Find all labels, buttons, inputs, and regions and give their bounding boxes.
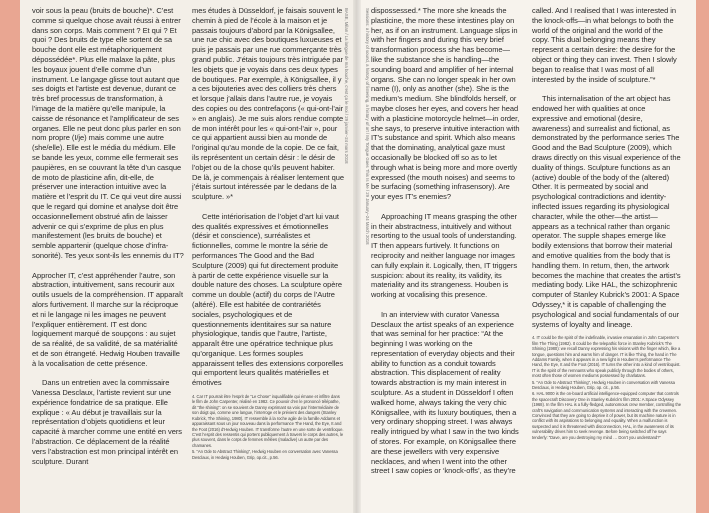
footnote: 4. Car IT pourrait être l’esprit de “Le Chose” inqualifiable qui émane et infiltre dans le film de John Carpenter, réalisé en 1982. Ce pouvoir d’en le prononcé télépathe, dit “the shining”: on se souvient de Danny exprimant sa voix par l’intermédiaire de son doigt qui, comme une langue, l’interroge et le prévient des dangers (Stanley Kubrick, The Shining, 1980). IT ressemble à la roche agile de la famille Addams et apparaissant sous un jour nouveau dans la performance The Hand, the Eye, It and the Foot (2016) d’Hedwig Houben. IT transforme l’autre en une sorte de ventriloque. C’est l’esprit des ressentis qui portent publiquement à travers le corps des autres, le plus souvent, dans le corps de femmes mêlées (maladive) un autre par des chamanes.	[192, 394, 344, 448]
body-paragraph: called. And I realised that I was interested in the knock-offs—in what belongs to both the world of the original and the world of the copy. This dual belonging means they represent a certain desire: the desire for the object or thing they can invest. Then I slowly began to realise that I was most of all interested by the inside of sculpture.”*	[532, 6, 677, 84]
paragraph-gap	[32, 261, 184, 271]
body-paragraph: dispossessed.* The more she kneads the plasticine, the more these intestines play on her, as if on an instrument. Language slips in with her fingers and during this very brief transformation process she has become—like the substance she is handling—the sounding board and amplifier of her internal organs. She can no longer speak in her own name (I), only as another (she). She is the medium’s medium. She blindfolds herself, or maybe closes her eyes, and covers her head with a plasticine motorcycle helmet—in order, she says, to preserve intuitive interaction with IT’s substance and spirit. Which also means that the dominating, analytical gaze must occasionally be blocked off so as to let through what is being more and more overtly expressed (the mouth noises) and seems to be surfacing (something infrasensory). Are your eyes IT’s enemies?	[371, 6, 520, 202]
right-page	[357, 0, 696, 513]
right-page-running-head: Sessions: a history of sound, a history of listening, a history of art / My Tongue Goes This Is Me / 29 January–24 March 2018	[365, 8, 370, 245]
left-column-1	[32, 6, 184, 506]
paragraph-gap	[192, 202, 344, 212]
paragraph-gap	[371, 300, 521, 310]
body-paragraph: Dans un entretien avec la commissaire Vanessa Desclaux, l’artiste revient sur une expérience fondatrice de sa pratique. Elle explique : « Au début je travaillais sur la représentation d’objets quotidiens et leur capacité à marcher comme une entité en vers l’abstraction. Ce déplacement de la réalité vers l’abstraction est mon principal intérêt en sculpture. Durant	[32, 378, 183, 466]
footnotes	[192, 394, 344, 460]
body-paragraph: Cette intériorisation de l’objet d’art lui vaut des qualités expressives et émotionnelles (désir et conscience), surréalistes et fictionnelles, comme le montre la série de performances The Good and the Bad Sculpture (2009) qui fut directement produite à partir de cette expérience visuelle sur la double nature des choses. La sculpture opère comme un double (actif) du corps de l’Autre (altéré). Elle est habitée de contrariétés sociales, psychologiques et de questionnements identitaires sur sa nature physiologique, tandis que l’autre, l’artiste, apparaît être une opératrice technique plus qu’organique. Les formes souples apparaissent telles des extensions corporelles qui emportent leurs qualités matérielles et émotives	[192, 211, 344, 388]
body-paragraph: In an interview with curator Vanessa Desclaux the artist speaks of an experience that was seminal for her practice: “At the beginning I was working on the representation of everyday objects and their ability to function as a conduit towards abstraction. This displacement of reality towards abstraction is my main interest in sculpture. As a student in Düsseldorf I often walked home, always taking the very chic Königsallee, with its luxury boutiques, then a very ordinary shopping street. I was always really intrigued by what I saw in the two kinds of stores. For example, on Königsallee there are these jewellers with very expensive necklaces, and when I went into the other street I saw copies or ‘knock-offs’, as they’re	[371, 309, 519, 476]
book-gutter	[353, 0, 361, 513]
footnotes	[532, 335, 682, 440]
paragraph-gap	[532, 84, 682, 94]
footnote: 6. HAL 9000 is the on-board artificial intelligence-equipped computer that controls the spacecraft Discovery One in Stanley Kubrick’s film 2001: A Space Odyssey (1968). In the film HAL is a fully-fledged, autonomous crew member, controlling the craft’s navigation and communication systems and interacting with the crewmen. Convinced that they are going to deprive it of power, but its machine nature is in conflict with its aspirations to belonging and equality. When a malfunction is suspected and it is threatened with disconnection, HAL, in the awareness of its vulnerability drives him to seek revenge. Before being switched off he says tenderly: “Dave, are you destroying my mind … Don’t you understand?”	[532, 391, 682, 440]
paragraph-gap	[32, 368, 184, 378]
footnote: 5. “An Ode to Abstract Thinking”, Hedwig Houben en conversation avec Vanessa Desclaux, in Hedwig Houben, Grip, op.cit., p.56.	[192, 449, 338, 460]
book-spread	[20, 0, 696, 513]
body-paragraph: mes études à Düsseldorf, je faisais souvent le chemin à pied de l’école à la maison et je passais toujours d’abord par la Königsallee, une rue chic avec des boutiques luxueuses et puis je passais par une rue commerçante très grand public. J’étais toujours très intriguée par les objets que je voyais dans ces deux types de boutiques. Par exemple, à Königsallee, il y a ces bijouteries avec des colliers très chers et lorsque j’allais dans l’autre rue, je voyais des copies ou des contrefaçons (« qui-ont-l’air » en anglais). Je me suis alors rendue compte de mon intérêt pour les « qui-ont-l’air », pour ce qui appartient aussi bien au monde de l’original qu’au monde de la copie. De ce fait, ils représentent un certain désir : le désir de l’objet ou de la chose qu’ils peuvent habiter. De là, je commençais à réaliser lentement que j’étais surtout intéressée par le dedans de la sculpture. »*	[192, 6, 344, 202]
body-paragraph: Approcher IT, c’est appréhender l’autre, son abstraction, intuitivement, sans recourir aux outils usuels de la compréhension. IT apparaît alors furtivement. Il marche sur la réciproque et ni le langage ni les images ne peuvent l’expliquer entièrement. IT est donc logiquement marqué de soupçons : au sujet de sa réalité, de sa validité, de sa matérialité et de son étrangeté. Hedwig Houben travaille à la vocalisation de cette présence.	[32, 270, 183, 368]
paragraph-gap	[371, 202, 521, 212]
footnote: 5. “An Ode to Abstract Thinking”, Hedwig Houben in conversation with Vanessa Desclaux, in Hedwig Houben, Grip, op. cit., p.56.	[532, 379, 675, 390]
right-column-1	[371, 6, 521, 506]
body-paragraph: voir sous la peau (bruits de bouche)*. C’est comme si quelque chose avait réussi à entrer dans son corps. Mais comment ? Et qui ? Et quoi ? Des bruits de type elle sortent de sa bouche dont elle est métaphoriquement dépossédée*. Plus elle malaxe la pâte, plus les boyaux jouent d’elle comme d’un instrument. Le langage glisse tout autant que ses doigts et l’artiste est devenue, durant ce très bref processus de transformation, à l’image de la matière qu’elle manipule, la caisse de résonance et l’amplificateur de ses organes. Elle ne peut donc plus parler en son nom propre (I/je) mais comme une autre (she/elle). Elle est le média du médium. Elle se bande les yeux, comme elle fermerait ses paupières, en se couvrant la tête d’un casque de moto de plasticine afin, dit-elle, de préserver une interaction intuitive avec la matière et l’esprit du IT. Ce qui veut dire aussi que le regard qui domine et analyse doit être occasionnellement obstrué afin de laisser advenir ce qui s’exprime de plus en plus manifestement (les bruits de bouche) et semble appartenir (quelque chose d’infra-sonorité). Tes yeux sont-ils les ennemis du IT?	[32, 6, 184, 260]
body-paragraph: This internalisation of the art object has endowed her with qualities at once expressive and emotional (desire, awareness) and surrealist and fictional, as demonstrated by the performance series The Good and the Bad Sculpture (2009), which draws directly on this visual experience of the duality of things. Sculpture functions as an (active) double of the body of the (altered) Other. It is permeated by social and psychological contradictions and identity-inflected issues regarding its physiological character, while the other—the artist—appears as a technical rather than organic operator. The supple shapes emerge like bodily extensions that borrow their material and emotive qualities from the body that is handling them. In return, then, the artwork becomes the machine that creates the artist’s mediating body. Like HAL, the schizophrenic computer of Stanley Kubrick’s 2001: A Space Odyssey,* it is capable of challenging the psychological and social fundamentals of our systems of loyalty and lineage.	[532, 94, 681, 329]
left-page-running-head: BASE, Milan / La langue de ma bouche, c’est ça le moi / 29 janvier–24 mars 2018	[344, 8, 349, 164]
body-paragraph: Approaching IT means grasping the other in their abstractness, intuitively and without resorting to the usual tools of understanding. IT then appears furtively. It functions on reciprocity and neither language nor images can fully explain it. Logically, then, IT triggers suspicion: about its reality, its validity, its materiality and its strangeness. Houben is working at vocalising this presence.	[371, 211, 518, 300]
left-page	[20, 0, 357, 513]
right-column-2	[532, 6, 682, 506]
footnote: 4. IT could be the spirit of the indefinable, invasive emanation in John Carpenter’s film The Thing (1982). It could be the telepathic force in Stanley Kubrick’s The Shining (1980): we recall Danny expressing his visions with the finger which, like a tongue, questions him and warns him of danger. IT is like Thing, the hand in The Addams Family, when it appears in a new light in Houben’s performance The Hand, the Eye, It and the Foot (2016). IT turns the other into a kind of ventriloquist. IT is the spirit of the remnants who speak publicly through the bodies of others, most often those of women mediums possessed by charlatans.	[532, 335, 681, 379]
left-column-2	[192, 6, 344, 506]
